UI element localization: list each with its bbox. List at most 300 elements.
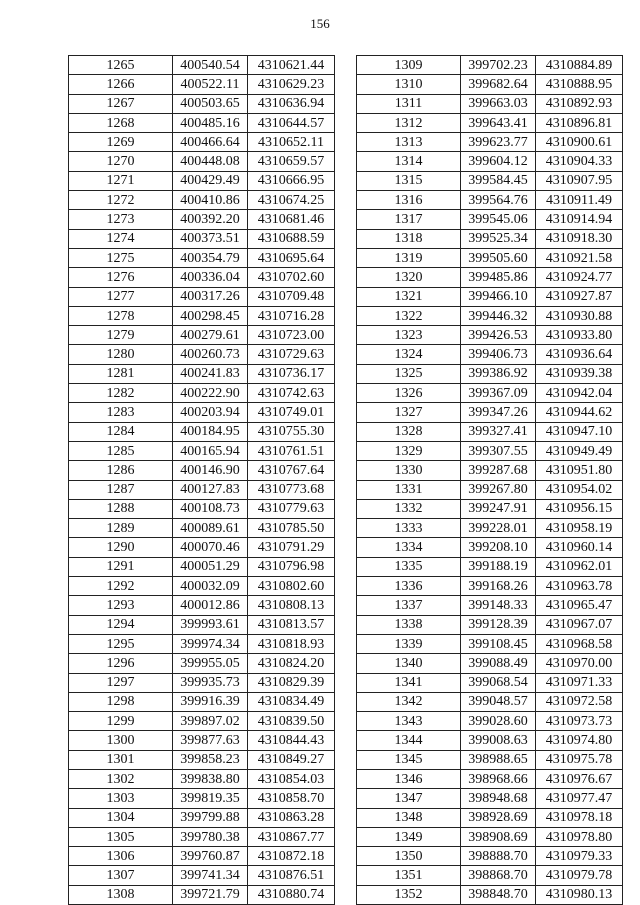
x-coordinate-cell: 398968.66: [461, 769, 536, 788]
y-coordinate-cell: 4310968.58: [536, 634, 623, 653]
table-row: [69, 808, 335, 827]
x-coordinate-cell: 400485.16: [173, 113, 248, 132]
point-number-cell: 1282: [69, 384, 173, 403]
x-coordinate-cell: 399623.77: [461, 133, 536, 152]
point-number-cell: 1285: [69, 441, 173, 460]
y-coordinate-cell: 4310914.94: [536, 210, 623, 229]
point-number-cell: 1308: [69, 885, 173, 904]
x-coordinate-cell: 399327.41: [461, 422, 536, 441]
point-number-cell: 1298: [69, 692, 173, 711]
x-coordinate-cell: 399993.61: [173, 615, 248, 634]
point-number-cell: 1304: [69, 808, 173, 827]
x-coordinate-cell: 398948.68: [461, 789, 536, 808]
point-number-cell: 1322: [357, 306, 461, 325]
y-coordinate-cell: 4310904.33: [536, 152, 623, 171]
table-row: [357, 577, 623, 596]
table-row: [357, 538, 623, 557]
table-row: [357, 789, 623, 808]
x-coordinate-cell: 399760.87: [173, 847, 248, 866]
x-coordinate-cell: 399838.80: [173, 769, 248, 788]
x-coordinate-cell: 399741.34: [173, 866, 248, 885]
y-coordinate-cell: 4310979.33: [536, 847, 623, 866]
x-coordinate-cell: 400032.09: [173, 577, 248, 596]
point-number-cell: 1301: [69, 750, 173, 769]
x-coordinate-cell: 398928.69: [461, 808, 536, 827]
point-number-cell: 1315: [357, 171, 461, 190]
y-coordinate-cell: 4310918.30: [536, 229, 623, 248]
y-coordinate-cell: 4310824.20: [248, 654, 335, 673]
table-row: [357, 133, 623, 152]
table-row: [357, 596, 623, 615]
table-row: [357, 306, 623, 325]
x-coordinate-cell: 400260.73: [173, 345, 248, 364]
page-number: 156: [310, 16, 330, 31]
point-number-cell: 1299: [69, 712, 173, 731]
point-number-cell: 1273: [69, 210, 173, 229]
point-number-cell: 1269: [69, 133, 173, 152]
table-row: [69, 403, 335, 422]
table-row: [69, 673, 335, 692]
y-coordinate-cell: 4310896.81: [536, 113, 623, 132]
point-number-cell: 1302: [69, 769, 173, 788]
y-coordinate-cell: 4310924.77: [536, 268, 623, 287]
point-number-cell: 1287: [69, 480, 173, 499]
table-row: [357, 441, 623, 460]
x-coordinate-cell: 399168.26: [461, 577, 536, 596]
y-coordinate-cell: 4310849.27: [248, 750, 335, 769]
x-coordinate-cell: 400108.73: [173, 499, 248, 518]
x-coordinate-cell: 400146.90: [173, 461, 248, 480]
table-row: [69, 596, 335, 615]
y-coordinate-cell: 4310736.17: [248, 364, 335, 383]
point-number-cell: 1330: [357, 461, 461, 480]
table-row: [69, 113, 335, 132]
table-row: [357, 152, 623, 171]
y-coordinate-cell: 4310947.10: [536, 422, 623, 441]
x-coordinate-cell: 399663.03: [461, 94, 536, 113]
x-coordinate-cell: 399267.80: [461, 480, 536, 499]
table-row: [69, 210, 335, 229]
x-coordinate-cell: 399799.88: [173, 808, 248, 827]
table-row: [357, 461, 623, 480]
x-coordinate-cell: 399307.55: [461, 441, 536, 460]
y-coordinate-cell: 4310695.64: [248, 248, 335, 267]
y-coordinate-cell: 4310944.62: [536, 403, 623, 422]
table-row: [69, 133, 335, 152]
x-coordinate-cell: 399780.38: [173, 827, 248, 846]
point-number-cell: 1337: [357, 596, 461, 615]
table-row: [357, 866, 623, 885]
x-coordinate-cell: 399485.86: [461, 268, 536, 287]
y-coordinate-cell: 4310829.39: [248, 673, 335, 692]
x-coordinate-cell: 399148.33: [461, 596, 536, 615]
table-row: [357, 75, 623, 94]
point-number-cell: 1325: [357, 364, 461, 383]
x-coordinate-cell: 399897.02: [173, 712, 248, 731]
table-row: [357, 499, 623, 518]
table-row: [357, 769, 623, 788]
point-number-cell: 1314: [357, 152, 461, 171]
x-coordinate-cell: 398988.65: [461, 750, 536, 769]
point-number-cell: 1296: [69, 654, 173, 673]
y-coordinate-cell: 4310791.29: [248, 538, 335, 557]
x-coordinate-cell: 400336.04: [173, 268, 248, 287]
point-number-cell: 1341: [357, 673, 461, 692]
point-number-cell: 1338: [357, 615, 461, 634]
y-coordinate-cell: 4310863.28: [248, 808, 335, 827]
x-coordinate-cell: 399386.92: [461, 364, 536, 383]
point-number-cell: 1339: [357, 634, 461, 653]
point-number-cell: 1277: [69, 287, 173, 306]
x-coordinate-cell: 400241.83: [173, 364, 248, 383]
y-coordinate-cell: 4310742.63: [248, 384, 335, 403]
x-coordinate-cell: 399048.57: [461, 692, 536, 711]
y-coordinate-cell: 4310761.51: [248, 441, 335, 460]
x-coordinate-cell: 400410.86: [173, 191, 248, 210]
y-coordinate-cell: 4310978.18: [536, 808, 623, 827]
y-coordinate-cell: 4310844.43: [248, 731, 335, 750]
point-number-cell: 1309: [357, 56, 461, 75]
y-coordinate-cell: 4310659.57: [248, 152, 335, 171]
table-row: [69, 75, 335, 94]
point-number-cell: 1290: [69, 538, 173, 557]
table-row: [357, 248, 623, 267]
x-coordinate-cell: 400392.20: [173, 210, 248, 229]
table-row: [357, 287, 623, 306]
y-coordinate-cell: 4310933.80: [536, 326, 623, 345]
y-coordinate-cell: 4310967.07: [536, 615, 623, 634]
y-coordinate-cell: 4310884.89: [536, 56, 623, 75]
point-number-cell: 1307: [69, 866, 173, 885]
x-coordinate-cell: 400448.08: [173, 152, 248, 171]
y-coordinate-cell: 4310808.13: [248, 596, 335, 615]
y-coordinate-cell: 4310930.88: [536, 306, 623, 325]
x-coordinate-cell: 399068.54: [461, 673, 536, 692]
y-coordinate-cell: 4310644.57: [248, 113, 335, 132]
point-number-cell: 1270: [69, 152, 173, 171]
table-row: [69, 94, 335, 113]
table-row: [357, 519, 623, 538]
y-coordinate-cell: 4310954.02: [536, 480, 623, 499]
point-number-cell: 1350: [357, 847, 461, 866]
table-row: [69, 827, 335, 846]
x-coordinate-cell: 399466.10: [461, 287, 536, 306]
y-coordinate-cell: 4310621.44: [248, 56, 335, 75]
table-row: [357, 557, 623, 576]
y-coordinate-cell: 4310729.63: [248, 345, 335, 364]
x-coordinate-cell: 399228.01: [461, 519, 536, 538]
table-row: [357, 94, 623, 113]
y-coordinate-cell: 4310666.95: [248, 171, 335, 190]
x-coordinate-cell: 400279.61: [173, 326, 248, 345]
table-row: [357, 326, 623, 345]
y-coordinate-cell: 4310802.60: [248, 577, 335, 596]
table-row: [357, 171, 623, 190]
y-coordinate-cell: 4310900.61: [536, 133, 623, 152]
point-number-cell: 1334: [357, 538, 461, 557]
x-coordinate-cell: 400051.29: [173, 557, 248, 576]
point-number-cell: 1345: [357, 750, 461, 769]
y-coordinate-cell: 4310880.74: [248, 885, 335, 904]
y-coordinate-cell: 4310681.46: [248, 210, 335, 229]
point-number-cell: 1333: [357, 519, 461, 538]
point-number-cell: 1266: [69, 75, 173, 94]
point-number-cell: 1295: [69, 634, 173, 653]
table-row: [357, 673, 623, 692]
x-coordinate-cell: 400354.79: [173, 248, 248, 267]
y-coordinate-cell: 4310723.00: [248, 326, 335, 345]
y-coordinate-cell: 4310911.49: [536, 191, 623, 210]
y-coordinate-cell: 4310872.18: [248, 847, 335, 866]
table-row: [357, 827, 623, 846]
x-coordinate-cell: 400466.64: [173, 133, 248, 152]
y-coordinate-cell: 4310927.87: [536, 287, 623, 306]
x-coordinate-cell: 399955.05: [173, 654, 248, 673]
table-row: [357, 615, 623, 634]
y-coordinate-cell: 4310907.95: [536, 171, 623, 190]
point-number-cell: 1278: [69, 306, 173, 325]
table-row: [69, 538, 335, 557]
table-row: [69, 847, 335, 866]
y-coordinate-cell: 4310942.04: [536, 384, 623, 403]
x-coordinate-cell: 400503.65: [173, 94, 248, 113]
point-number-cell: 1342: [357, 692, 461, 711]
table-row: [69, 306, 335, 325]
point-number-cell: 1323: [357, 326, 461, 345]
point-number-cell: 1274: [69, 229, 173, 248]
table-row: [69, 712, 335, 731]
x-coordinate-cell: 399916.39: [173, 692, 248, 711]
table-row: [69, 634, 335, 653]
y-coordinate-cell: 4310958.19: [536, 519, 623, 538]
y-coordinate-cell: 4310755.30: [248, 422, 335, 441]
x-coordinate-cell: 398908.69: [461, 827, 536, 846]
x-coordinate-cell: 398868.70: [461, 866, 536, 885]
point-number-cell: 1306: [69, 847, 173, 866]
point-number-cell: 1348: [357, 808, 461, 827]
y-coordinate-cell: 4310636.94: [248, 94, 335, 113]
x-coordinate-cell: 400373.51: [173, 229, 248, 248]
point-number-cell: 1297: [69, 673, 173, 692]
table-row: [357, 692, 623, 711]
table-row: [69, 268, 335, 287]
point-number-cell: 1271: [69, 171, 173, 190]
y-coordinate-cell: 4310972.58: [536, 692, 623, 711]
table-row: [69, 171, 335, 190]
y-coordinate-cell: 4310779.63: [248, 499, 335, 518]
table-row: [69, 461, 335, 480]
x-coordinate-cell: 398888.70: [461, 847, 536, 866]
x-coordinate-cell: 399188.19: [461, 557, 536, 576]
y-coordinate-cell: 4310688.59: [248, 229, 335, 248]
table-row: [357, 384, 623, 403]
y-coordinate-cell: 4310980.13: [536, 885, 623, 904]
y-coordinate-cell: 4310796.98: [248, 557, 335, 576]
x-coordinate-cell: 400522.11: [173, 75, 248, 94]
x-coordinate-cell: 399564.76: [461, 191, 536, 210]
table-row: [357, 229, 623, 248]
y-coordinate-cell: 4310818.93: [248, 634, 335, 653]
x-coordinate-cell: 400298.45: [173, 306, 248, 325]
table-row: [69, 654, 335, 673]
y-coordinate-cell: 4310773.68: [248, 480, 335, 499]
y-coordinate-cell: 4310921.58: [536, 248, 623, 267]
point-number-cell: 1276: [69, 268, 173, 287]
point-number-cell: 1352: [357, 885, 461, 904]
table-row: [69, 56, 335, 75]
table-row: [357, 56, 623, 75]
point-number-cell: 1349: [357, 827, 461, 846]
point-number-cell: 1343: [357, 712, 461, 731]
x-coordinate-cell: 399584.45: [461, 171, 536, 190]
y-coordinate-cell: 4310970.00: [536, 654, 623, 673]
point-number-cell: 1283: [69, 403, 173, 422]
table-row: [357, 210, 623, 229]
point-number-cell: 1331: [357, 480, 461, 499]
y-coordinate-cell: 4310956.15: [536, 499, 623, 518]
table-row: [69, 384, 335, 403]
table-row: [69, 885, 335, 904]
point-number-cell: 1346: [357, 769, 461, 788]
table-row: [357, 654, 623, 673]
y-coordinate-cell: 4310888.95: [536, 75, 623, 94]
table-row: [69, 769, 335, 788]
y-coordinate-cell: 4310785.50: [248, 519, 335, 538]
x-coordinate-cell: 400165.94: [173, 441, 248, 460]
point-number-cell: 1317: [357, 210, 461, 229]
table-row: [357, 480, 623, 499]
point-number-cell: 1310: [357, 75, 461, 94]
point-number-cell: 1351: [357, 866, 461, 885]
table-row: [357, 731, 623, 750]
x-coordinate-cell: 398848.70: [461, 885, 536, 904]
table-row: [357, 885, 623, 904]
y-coordinate-cell: 4310867.77: [248, 827, 335, 846]
point-number-cell: 1303: [69, 789, 173, 808]
table-row: [69, 692, 335, 711]
table-row: [69, 191, 335, 210]
x-coordinate-cell: 399247.91: [461, 499, 536, 518]
point-number-cell: 1340: [357, 654, 461, 673]
x-coordinate-cell: 400540.54: [173, 56, 248, 75]
x-coordinate-cell: 399682.64: [461, 75, 536, 94]
y-coordinate-cell: 4310767.64: [248, 461, 335, 480]
y-coordinate-cell: 4310978.80: [536, 827, 623, 846]
point-number-cell: 1286: [69, 461, 173, 480]
point-number-cell: 1289: [69, 519, 173, 538]
table-row: [357, 750, 623, 769]
point-number-cell: 1336: [357, 577, 461, 596]
y-coordinate-cell: 4310977.47: [536, 789, 623, 808]
point-number-cell: 1300: [69, 731, 173, 750]
table-row: [69, 422, 335, 441]
x-coordinate-cell: 399108.45: [461, 634, 536, 653]
table-row: [69, 615, 335, 634]
table-row: [69, 731, 335, 750]
x-coordinate-cell: 399287.68: [461, 461, 536, 480]
point-number-cell: 1279: [69, 326, 173, 345]
x-coordinate-cell: 399505.60: [461, 248, 536, 267]
table-row: [69, 750, 335, 769]
x-coordinate-cell: 399819.35: [173, 789, 248, 808]
table-row: [69, 345, 335, 364]
point-number-cell: 1332: [357, 499, 461, 518]
point-number-cell: 1284: [69, 422, 173, 441]
y-coordinate-cell: 4310949.49: [536, 441, 623, 460]
table-row: [357, 712, 623, 731]
table-row: [357, 364, 623, 383]
y-coordinate-cell: 4310749.01: [248, 403, 335, 422]
x-coordinate-cell: 399406.73: [461, 345, 536, 364]
table-row: [69, 248, 335, 267]
y-coordinate-cell: 4310892.93: [536, 94, 623, 113]
point-number-cell: 1288: [69, 499, 173, 518]
x-coordinate-cell: 399935.73: [173, 673, 248, 692]
table-row: [357, 808, 623, 827]
x-coordinate-cell: 399367.09: [461, 384, 536, 403]
y-coordinate-cell: 4310652.11: [248, 133, 335, 152]
point-number-cell: 1312: [357, 113, 461, 132]
point-number-cell: 1275: [69, 248, 173, 267]
point-number-cell: 1316: [357, 191, 461, 210]
table-row: [69, 557, 335, 576]
point-number-cell: 1313: [357, 133, 461, 152]
x-coordinate-cell: 400317.26: [173, 287, 248, 306]
x-coordinate-cell: 399974.34: [173, 634, 248, 653]
point-number-cell: 1272: [69, 191, 173, 210]
table-row: [357, 268, 623, 287]
point-number-cell: 1311: [357, 94, 461, 113]
x-coordinate-cell: 399877.63: [173, 731, 248, 750]
point-number-cell: 1267: [69, 94, 173, 113]
point-number-cell: 1329: [357, 441, 461, 460]
table-row: [69, 326, 335, 345]
table-row: [357, 422, 623, 441]
point-number-cell: 1335: [357, 557, 461, 576]
x-coordinate-cell: 400203.94: [173, 403, 248, 422]
table-row: [69, 577, 335, 596]
x-coordinate-cell: 399028.60: [461, 712, 536, 731]
y-coordinate-cell: 4310971.33: [536, 673, 623, 692]
y-coordinate-cell: 4310709.48: [248, 287, 335, 306]
x-coordinate-cell: 399643.41: [461, 113, 536, 132]
x-coordinate-cell: 399088.49: [461, 654, 536, 673]
x-coordinate-cell: 399446.32: [461, 306, 536, 325]
y-coordinate-cell: 4310854.03: [248, 769, 335, 788]
x-coordinate-cell: 399347.26: [461, 403, 536, 422]
point-number-cell: 1321: [357, 287, 461, 306]
x-coordinate-cell: 399208.10: [461, 538, 536, 557]
y-coordinate-cell: 4310813.57: [248, 615, 335, 634]
table-row: [69, 229, 335, 248]
table-row: [69, 789, 335, 808]
point-number-cell: 1293: [69, 596, 173, 615]
table-row: [69, 480, 335, 499]
table-row: [357, 403, 623, 422]
point-number-cell: 1328: [357, 422, 461, 441]
point-number-cell: 1291: [69, 557, 173, 576]
x-coordinate-cell: 400429.49: [173, 171, 248, 190]
y-coordinate-cell: 4310858.70: [248, 789, 335, 808]
table-row: [357, 191, 623, 210]
table-row: [357, 345, 623, 364]
table-row: [69, 287, 335, 306]
x-coordinate-cell: 399426.53: [461, 326, 536, 345]
x-coordinate-cell: 400222.90: [173, 384, 248, 403]
point-number-cell: 1305: [69, 827, 173, 846]
table-row: [357, 113, 623, 132]
point-number-cell: 1327: [357, 403, 461, 422]
